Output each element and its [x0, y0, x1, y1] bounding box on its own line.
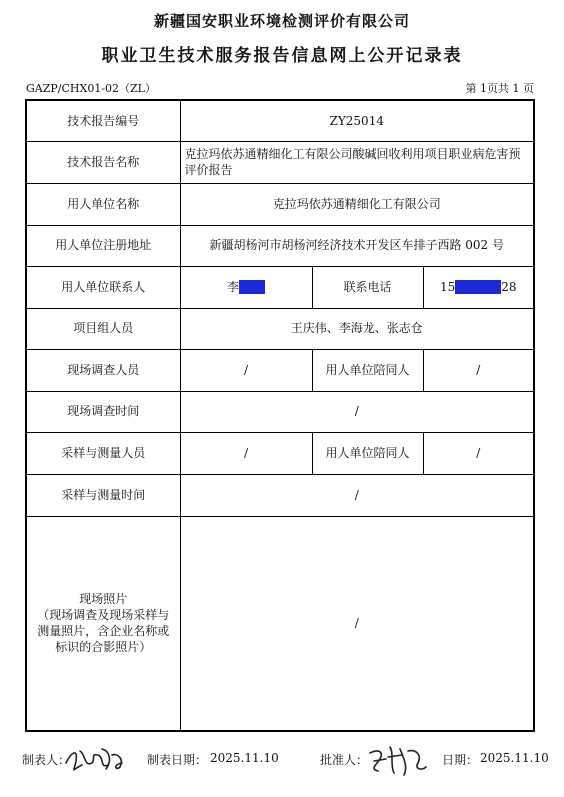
row-report-no — [26, 100, 534, 141]
team-value: 王庆伟、李海龙、张志仓 — [180, 308, 534, 349]
approved-date-label: 日期： — [442, 753, 479, 767]
approved-by-label: 批准人： — [320, 753, 369, 767]
photo-label-desc: （现场调查及现场采样与测量照片，含企业名称或标识的合影照片） — [37, 608, 170, 655]
row-contact — [26, 266, 534, 308]
survey-staff-label: 现场调查人员 — [26, 349, 180, 391]
form-code: GAZP/CHX01-02（ZL） — [26, 82, 156, 95]
report-name-label: 技术报告名称 — [26, 141, 180, 183]
row-sampling-staff — [26, 432, 534, 474]
made-date: 2025.11.10 — [210, 751, 279, 765]
sampling-escort-label: 用人单位陪同人 — [312, 432, 423, 474]
row-report-name — [26, 141, 534, 183]
survey-escort-label: 用人单位陪同人 — [312, 349, 423, 391]
unit-name-label: 用人单位名称 — [26, 183, 180, 225]
phone-suffix: 28 — [501, 279, 517, 294]
unit-address-label: 用人单位注册地址 — [26, 225, 180, 266]
sampling-staff-label: 采样与测量人员 — [26, 432, 180, 474]
approved-date: 2025.11.10 — [480, 751, 549, 765]
sampling-staff-value: / — [180, 432, 312, 474]
row-survey-staff — [26, 349, 534, 391]
row-sampling-time — [26, 474, 534, 516]
row-photo — [26, 516, 534, 731]
survey-time-value: / — [180, 391, 534, 432]
sampling-escort-value: / — [423, 432, 534, 474]
approver-signature — [364, 739, 430, 779]
record-table — [25, 99, 535, 732]
photo-value: / — [180, 516, 534, 731]
made-by-label: 制表人： — [22, 753, 71, 767]
maker-signature — [62, 741, 128, 777]
row-unit-address — [26, 225, 534, 266]
phone-label: 联系电话 — [312, 266, 423, 308]
form-title: 职业卫生技术服务报告信息网上公开记录表 — [101, 46, 463, 66]
redaction-block — [455, 280, 501, 294]
row-survey-time — [26, 391, 534, 432]
survey-time-label: 现场调查时间 — [26, 391, 180, 432]
sampling-time-value: / — [180, 474, 534, 516]
company-name: 新疆国安职业环境检测评价有限公司 — [153, 12, 410, 30]
team-label: 项目组人员 — [26, 308, 180, 349]
page-info: 第 1页共 1 页 — [465, 82, 534, 95]
survey-escort-value: / — [423, 349, 534, 391]
sampling-time-label: 采样与测量时间 — [26, 474, 180, 516]
unit-name-value: 克拉玛依苏通精细化工有限公司 — [180, 183, 534, 225]
photo-label-title: 现场照片 — [79, 591, 128, 606]
unit-address-value: 新疆胡杨河市胡杨河经济技术开发区车排子西路 002 号 — [180, 225, 534, 266]
contact-value — [180, 266, 312, 308]
photo-label — [26, 516, 180, 731]
report-no-label: 技术报告编号 — [26, 100, 180, 141]
contact-name: 李 — [226, 279, 239, 294]
phone-prefix: 15 — [439, 279, 456, 294]
redaction-block — [239, 280, 265, 294]
phone-value — [423, 266, 534, 308]
made-date-label: 制表日期： — [147, 753, 208, 767]
row-team — [26, 308, 534, 349]
contact-label: 用人单位联系人 — [26, 266, 180, 308]
row-unit-name — [26, 183, 534, 225]
report-name-value: 克拉玛依苏通精细化工有限公司酸碱回收利用项目职业病危害预评价报告 — [180, 141, 534, 183]
survey-staff-value: / — [180, 349, 312, 391]
report-no-value: ZY25014 — [180, 100, 534, 141]
